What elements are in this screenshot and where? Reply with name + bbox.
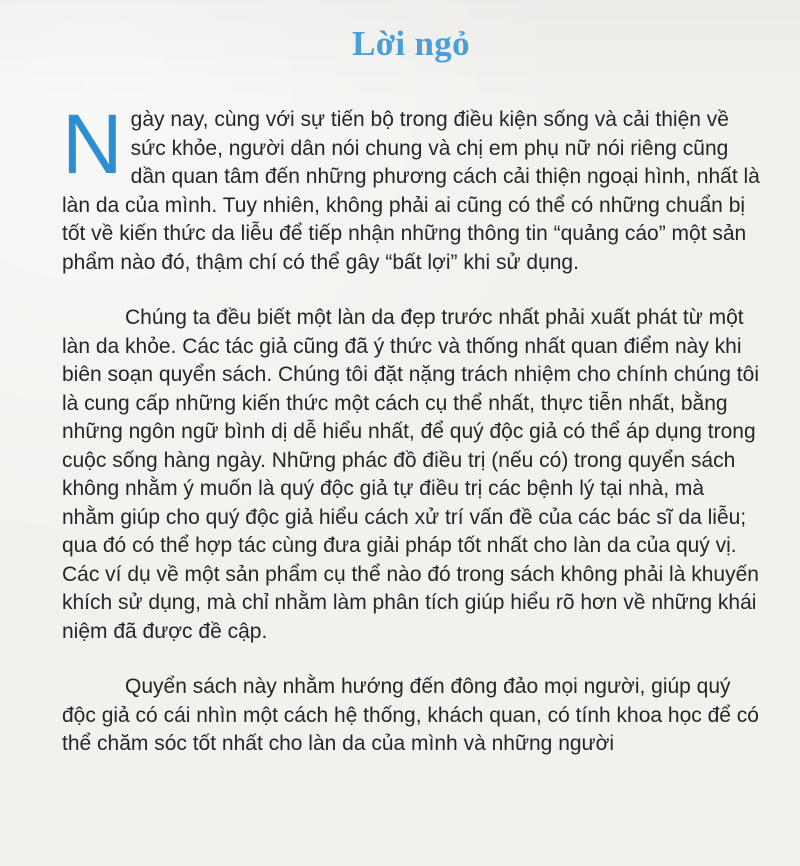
paragraph-1 [62, 97, 760, 277]
paragraph-3: Quyển sách này nhằm hướng đến đông đảo mọi người, giúp quý độc giả có cái nhìn một cách hệ thống, khách quan, có tính khoa học để có thể chăm sóc tốt nhất cho làn da của mình và những người [62, 675, 759, 755]
drop-cap: N [62, 97, 123, 191]
page-title: Lời ngỏ [352, 24, 470, 63]
paragraph-2: Chúng ta đều biết một làn da đẹp trước nhất phải xuất phát từ một làn da khỏe. Các tác giả cũng đã ý thức và thống nhất quan điểm này khi biên soạn quyển sách. Chúng tôi đặt nặng trách nhiệm cho chính chúng tôi là cung cấp những kiến thức một cách cụ thể nhất, thực tiễn nhất, bằng những ngôn ngữ bình dị dễ hiểu nhất, để quý độc giả có thể áp dụng trong cuộc sống hàng ngày. Những phác đồ điều trị (nếu có) trong quyển sách không nhằm ý muốn là quý độc giả tự điều trị các bệnh lý tại nhà, mà nhằm giúp cho quý độc giả hiểu cách xử trí vấn đề của các bác sĩ da liễu; qua đó có thể hợp tác cùng đưa giải pháp tốt nhất cho làn da của quý vị. Các ví dụ về một sản phẩm cụ thể nào đó trong sách không phải là khuyến khích sử dụng, mà chỉ nhằm làm phân tích giúp hiểu rõ hơn về những khái niệm đã được đề cập. [62, 306, 759, 643]
paragraph-1-text: gày nay, cùng với sự tiến bộ trong điều kiện sống và cải thiện về sức khỏe, người dân nói chung và chị em phụ nữ nói riêng cũng dần quan tâm đến những phương cách cải thiện ngoại hình, nhất là làn da của mình. Tuy nhiên, không phải ai cũng có thể có những chuẩn bị tốt về kiến thức da liễu để tiếp nhận những thông tin “quảng cáo” một sản phẩm nào đó, thậm chí có thể gây “bất lợi” khi sử dụng. [62, 108, 760, 274]
